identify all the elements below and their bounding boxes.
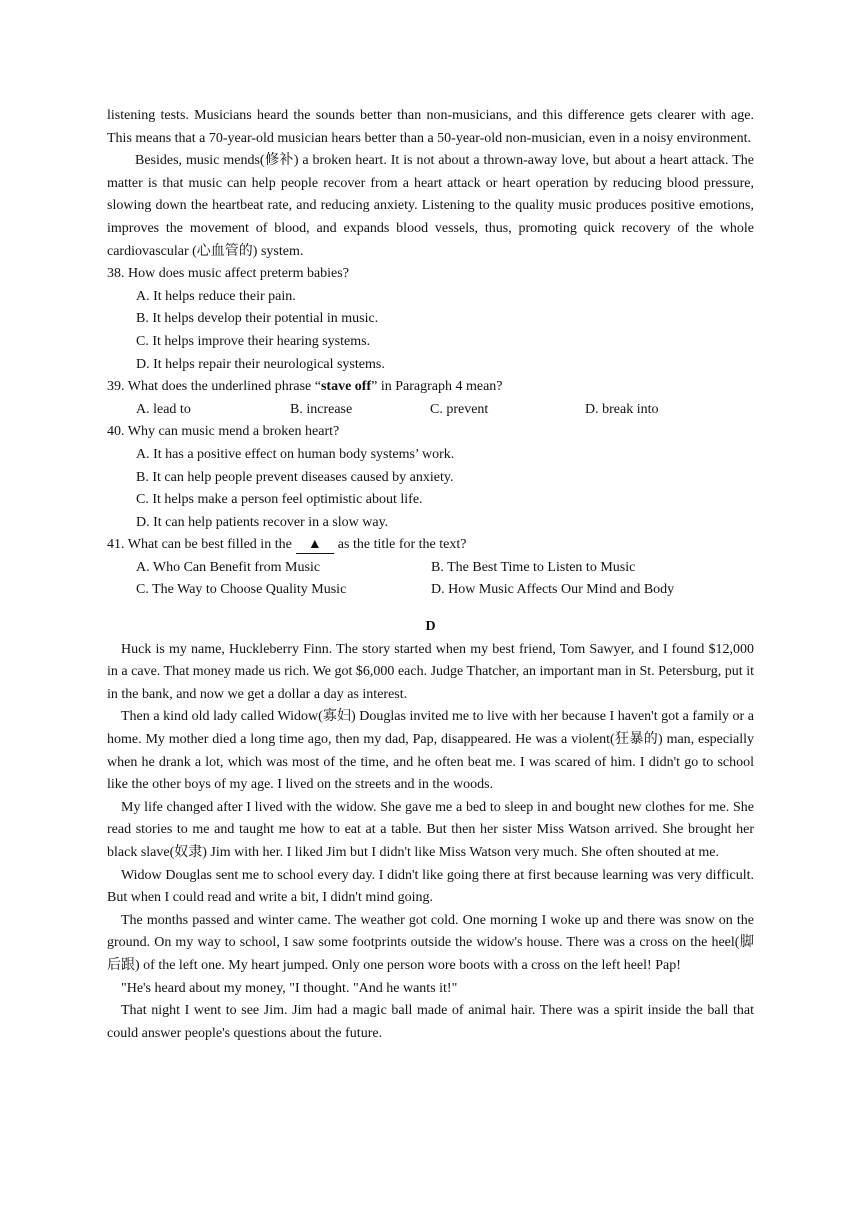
title-blank <box>296 537 334 554</box>
underlined-phrase: stave off <box>320 379 372 395</box>
option-d: D. break into <box>585 401 659 417</box>
option-a: A. It has a positive effect on human body systems’ work. <box>136 446 455 462</box>
passage-d-paragraph: That night I went to see Jim. Jim had a magic ball made of animal hair. There was a spirit inside the ball that could answer people's questions about the future. <box>107 1003 754 1041</box>
stem-text: as the title for the text? <box>337 537 467 553</box>
stem-text: 41. What can be best filled in the <box>107 537 292 553</box>
section-title: D <box>425 619 436 635</box>
option-d: D. How Music Affects Our Mind and Body <box>431 582 675 598</box>
question-stem <box>107 534 754 557</box>
exam-page <box>107 105 754 1045</box>
option-a: A. Who Can Benefit from Music <box>136 559 321 575</box>
triangle-marker-icon: ▲ <box>307 537 322 553</box>
options-row <box>136 579 754 602</box>
passage-d-paragraph: The months passed and winter came. The weather got cold. One morning I woke up and there was snow on the ground. On my way to school, I saw some footprints outside the widow's house. There was a cross on the heel(脚后跟) of the left one. My heart jumped. Only one person wore boots with a cross on the left heel! Pap! <box>107 912 754 973</box>
option-b: B. The Best Time to Listen to Music <box>431 559 636 575</box>
option-b: B. increase <box>290 401 353 417</box>
stem-text: 39. What does the underlined phrase “ <box>107 379 321 395</box>
option-a: A. lead to <box>136 401 191 417</box>
passage-c-paragraph: listening tests. Musicians heard the sounds better than non-musicians, and this difference gets clearer with age. This means that a 70-year-old musician hears better than a 50-year-old non-musician, even in a noisy environment. <box>107 108 754 146</box>
passage-d-paragraph: "He's heard about my money, "I thought. "And he wants it!" <box>121 980 458 996</box>
question-41 <box>107 534 754 602</box>
passage-c-paragraph: Besides, music mends(修补) a broken heart. It is not about a thrown-away love, but about a heart attack. The matter is that music can help people recover from a heart attack or heart operation by reducing blood pressure, slowing down the heartbeat rate, and reducing anxiety. Listening to the quality music produces positive emotions, improves the movement of blood, and expands blood vessels, thus, promoting quick recovery of the whole cardiovascular (心血管的) system. <box>107 153 754 259</box>
option-c: C. The Way to Choose Quality Music <box>136 582 347 598</box>
option-d: D. It can help patients recover in a slow way. <box>136 514 389 530</box>
option-d: D. It helps repair their neurological systems. <box>136 356 385 372</box>
stem-text: ” in Paragraph 4 mean? <box>371 379 503 395</box>
option-a: A. It helps reduce their pain. <box>136 288 296 304</box>
option-c: C. It helps improve their hearing systems. <box>136 333 371 349</box>
options-row <box>136 557 754 580</box>
question-stem <box>107 376 754 399</box>
option-b: B. It helps develop their potential in music. <box>136 311 379 327</box>
question-stem: 38. How does music affect preterm babies? <box>107 266 349 282</box>
question-stem: 40. Why can music mend a broken heart? <box>107 424 340 440</box>
passage-d-paragraph: My life changed after I lived with the widow. She gave me a bed to sleep in and bought new clothes for me. She read stories to me and taught me how to eat at a table. But then her sister Miss Watson arrived. She brought her black slave(奴隶) Jim with her. I liked Jim but I didn't like Miss Watson very much. She often shouted at me. <box>107 799 754 860</box>
question-39 <box>107 376 754 421</box>
option-b: B. It can help people prevent diseases caused by anxiety. <box>136 469 454 485</box>
passage-d-paragraph: Then a kind old lady called Widow(寡妇) Douglas invited me to live with her because I haven't got a family or a home. My mother died a long time ago, then my dad, Pap, disappeared. He was a violent(狂暴的) man, especially when he drank a lot, which was most of the time, and he often beat me. I was scared of him. I didn't go to school like the other boys of my age. I lived on the streets and in the woods. <box>107 709 754 793</box>
option-c: C. prevent <box>430 401 489 417</box>
question-40 <box>107 421 754 534</box>
options-row <box>136 399 754 422</box>
option-c: C. It helps make a person feel optimistic about life. <box>136 492 423 508</box>
passage-d-paragraph: Widow Douglas sent me to school every day. I didn't like going there at first because learning was very difficult. But when I could read and write a bit, I didn't mind going. <box>107 867 754 906</box>
passage-d-paragraph: Huck is my name, Huckleberry Finn. The story started when my best friend, Tom Sawyer, and I found $12,000 in a cave. That money made us rich. We got $6,000 each. Judge Thatcher, an important man in St. Petersburg, put it in the bank, and now we get a dollar a day as interest. <box>107 641 754 702</box>
question-38 <box>107 263 754 376</box>
